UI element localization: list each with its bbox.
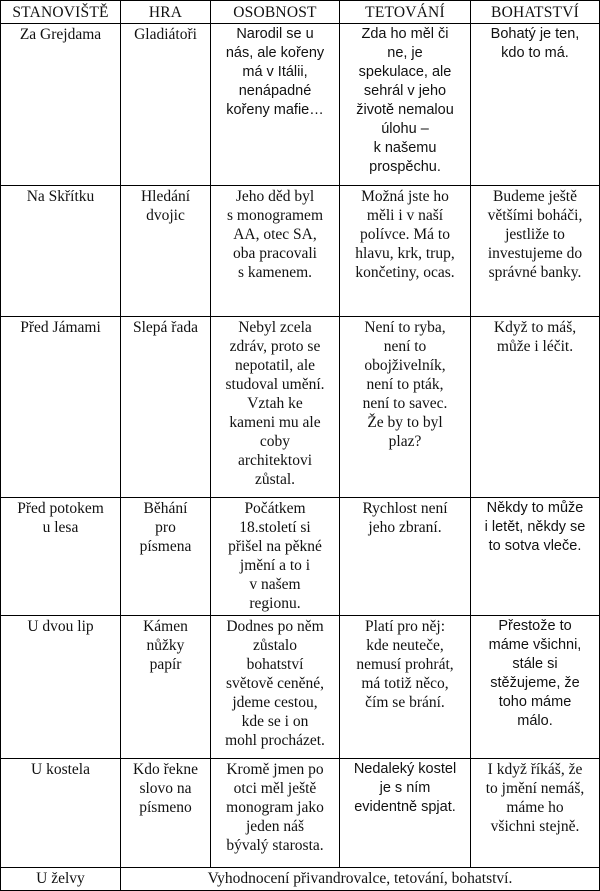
cell-tetovani: Zda ho měl či ne, je spekulace, ale sehrál v jeho životě nemalou úlohu – k našemu prospěchu.: [340, 24, 471, 186]
cell-bohatstvi: Někdy to může i letět, někdy se to sotva vleče.: [471, 498, 600, 616]
cell-bohatstvi: Když to máš, může i léčit.: [471, 317, 600, 498]
cell-stanoviste: U želvy: [1, 868, 121, 891]
table-row: [1, 616, 600, 759]
cell-bohatstvi: I když říkáš, že to jmění nemáš, máme ho všichni stejně.: [471, 759, 600, 868]
cell-tetovani: Možná jste ho měli i v naší polívce. Má to hlavu, krk, trup, končetiny, ocas.: [340, 186, 471, 317]
cell-stanoviste: Před potokem u lesa: [1, 498, 121, 616]
summary-cell: Vyhodnocení přivandrovalce, tetování, bohatství.: [121, 868, 600, 891]
cell-hra: Běhání pro písmena: [121, 498, 211, 616]
header-row: [1, 1, 600, 24]
cell-osobnost: Nebyl zcela zdráv, proto se nepotatil, ale studoval umění. Vztah ke kameni mu ale coby architektovi zůstal.: [211, 317, 340, 498]
table-row: [1, 759, 600, 868]
header-bohatstvi: BOHATSTVÍ: [471, 1, 600, 24]
cell-stanoviste: Za Grejdama: [1, 24, 121, 186]
header-hra: HRA: [121, 1, 211, 24]
header-tetovani: TETOVÁNÍ: [340, 1, 471, 24]
header-stanoviste: STANOVIŠTĚ: [1, 1, 121, 24]
cell-hra: Gladiátoři: [121, 24, 211, 186]
header-osobnost: OSOBNOST: [211, 1, 340, 24]
table-row: [1, 186, 600, 317]
cell-tetovani: Nedaleký kostel je s ním evidentně spjat.: [340, 759, 471, 868]
table-row: [1, 498, 600, 616]
table-row: [1, 24, 600, 186]
cell-tetovani: Platí pro něj: kde neuteče, nemusí prohrát, má totiž něco, čím se brání.: [340, 616, 471, 759]
cell-osobnost: Jeho děd byl s monogramem AA, otec SA, oba pracovali s kamenem.: [211, 186, 340, 317]
cell-stanoviste: U dvou lip: [1, 616, 121, 759]
cell-stanoviste: U kostela: [1, 759, 121, 868]
cell-osobnost: Počátkem 18.století si přišel na pěkné jmění a to i v našem regionu.: [211, 498, 340, 616]
cell-tetovani: Není to ryba, není to obojživelník, není to pták, není to savec. Že by to byl plaz?: [340, 317, 471, 498]
summary-row: [1, 868, 600, 891]
cell-bohatstvi: Přestože to máme všichni, stále si stěžujeme, že toho máme málo.: [471, 616, 600, 759]
cell-hra: Kámen nůžky papír: [121, 616, 211, 759]
cell-osobnost: Kromě jmen po otci měl ještě monogram jako jeden náš bývalý starosta.: [211, 759, 340, 868]
table-row: [1, 317, 600, 498]
cell-stanoviste: Před Jámami: [1, 317, 121, 498]
cell-hra: Hledání dvojic: [121, 186, 211, 317]
cell-tetovani: Rychlost není jeho zbraní.: [340, 498, 471, 616]
cell-hra: Kdo řekne slovo na písmeno: [121, 759, 211, 868]
cell-bohatstvi: Bohatý je ten, kdo to má.: [471, 24, 600, 186]
cell-bohatstvi: Budeme ještě většími boháči, jestliže to investujeme do správné banky.: [471, 186, 600, 317]
cell-hra: Slepá řada: [121, 317, 211, 498]
cell-osobnost: Narodil se u nás, ale kořeny má v Itálii, nenápadné kořeny mafie…: [211, 24, 340, 186]
cell-stanoviste: Na Skřítku: [1, 186, 121, 317]
cell-osobnost: Dodnes po něm zůstalo bohatství světově ceněné, jdeme cestou, kde se i on mohl procházet.: [211, 616, 340, 759]
